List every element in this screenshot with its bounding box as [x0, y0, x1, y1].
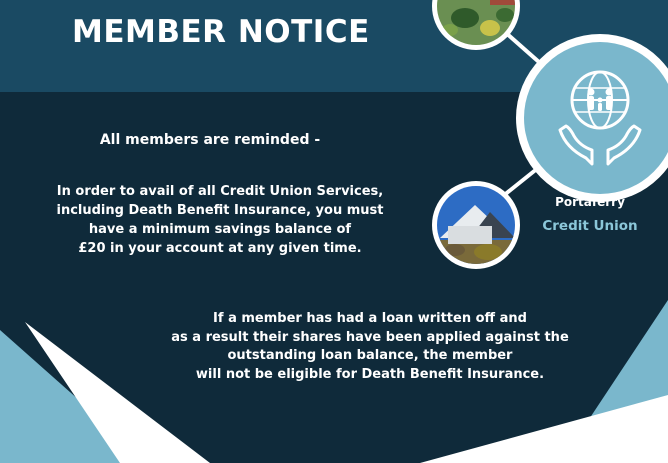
loan-notice [160, 310, 580, 384]
loan-notice-line: will not be eligible for Death Benefit Insurance. [195, 366, 545, 382]
loan-notice-line: outstanding loan balance, the member [227, 348, 513, 363]
house-photo [430, 180, 522, 280]
reminder-heading: All members are reminded - [99, 132, 321, 148]
savings-notice-line: £20 in your account at any given time. [78, 241, 362, 256]
garden-photo [430, 0, 530, 52]
savings-notice-line: including Death Benefit Insurance, you must [56, 203, 384, 218]
page-title: MEMBER NOTICE [72, 14, 370, 50]
loan-notice-line: as a result their shares have been applied against the [171, 329, 569, 345]
triangle-white-right [420, 395, 668, 463]
savings-notice-line: In order to avail of all Credit Union Services, [56, 184, 384, 199]
globe-family-hands-icon [516, 34, 668, 202]
brand-name-line1: Portaferry [555, 195, 625, 209]
loan-notice-line: If a member has had a loan written off and [213, 311, 527, 326]
savings-notice-line: have a minimum savings balance of [88, 222, 352, 237]
brand-name-line2: Credit Union [542, 218, 638, 234]
savings-notice [40, 182, 400, 258]
